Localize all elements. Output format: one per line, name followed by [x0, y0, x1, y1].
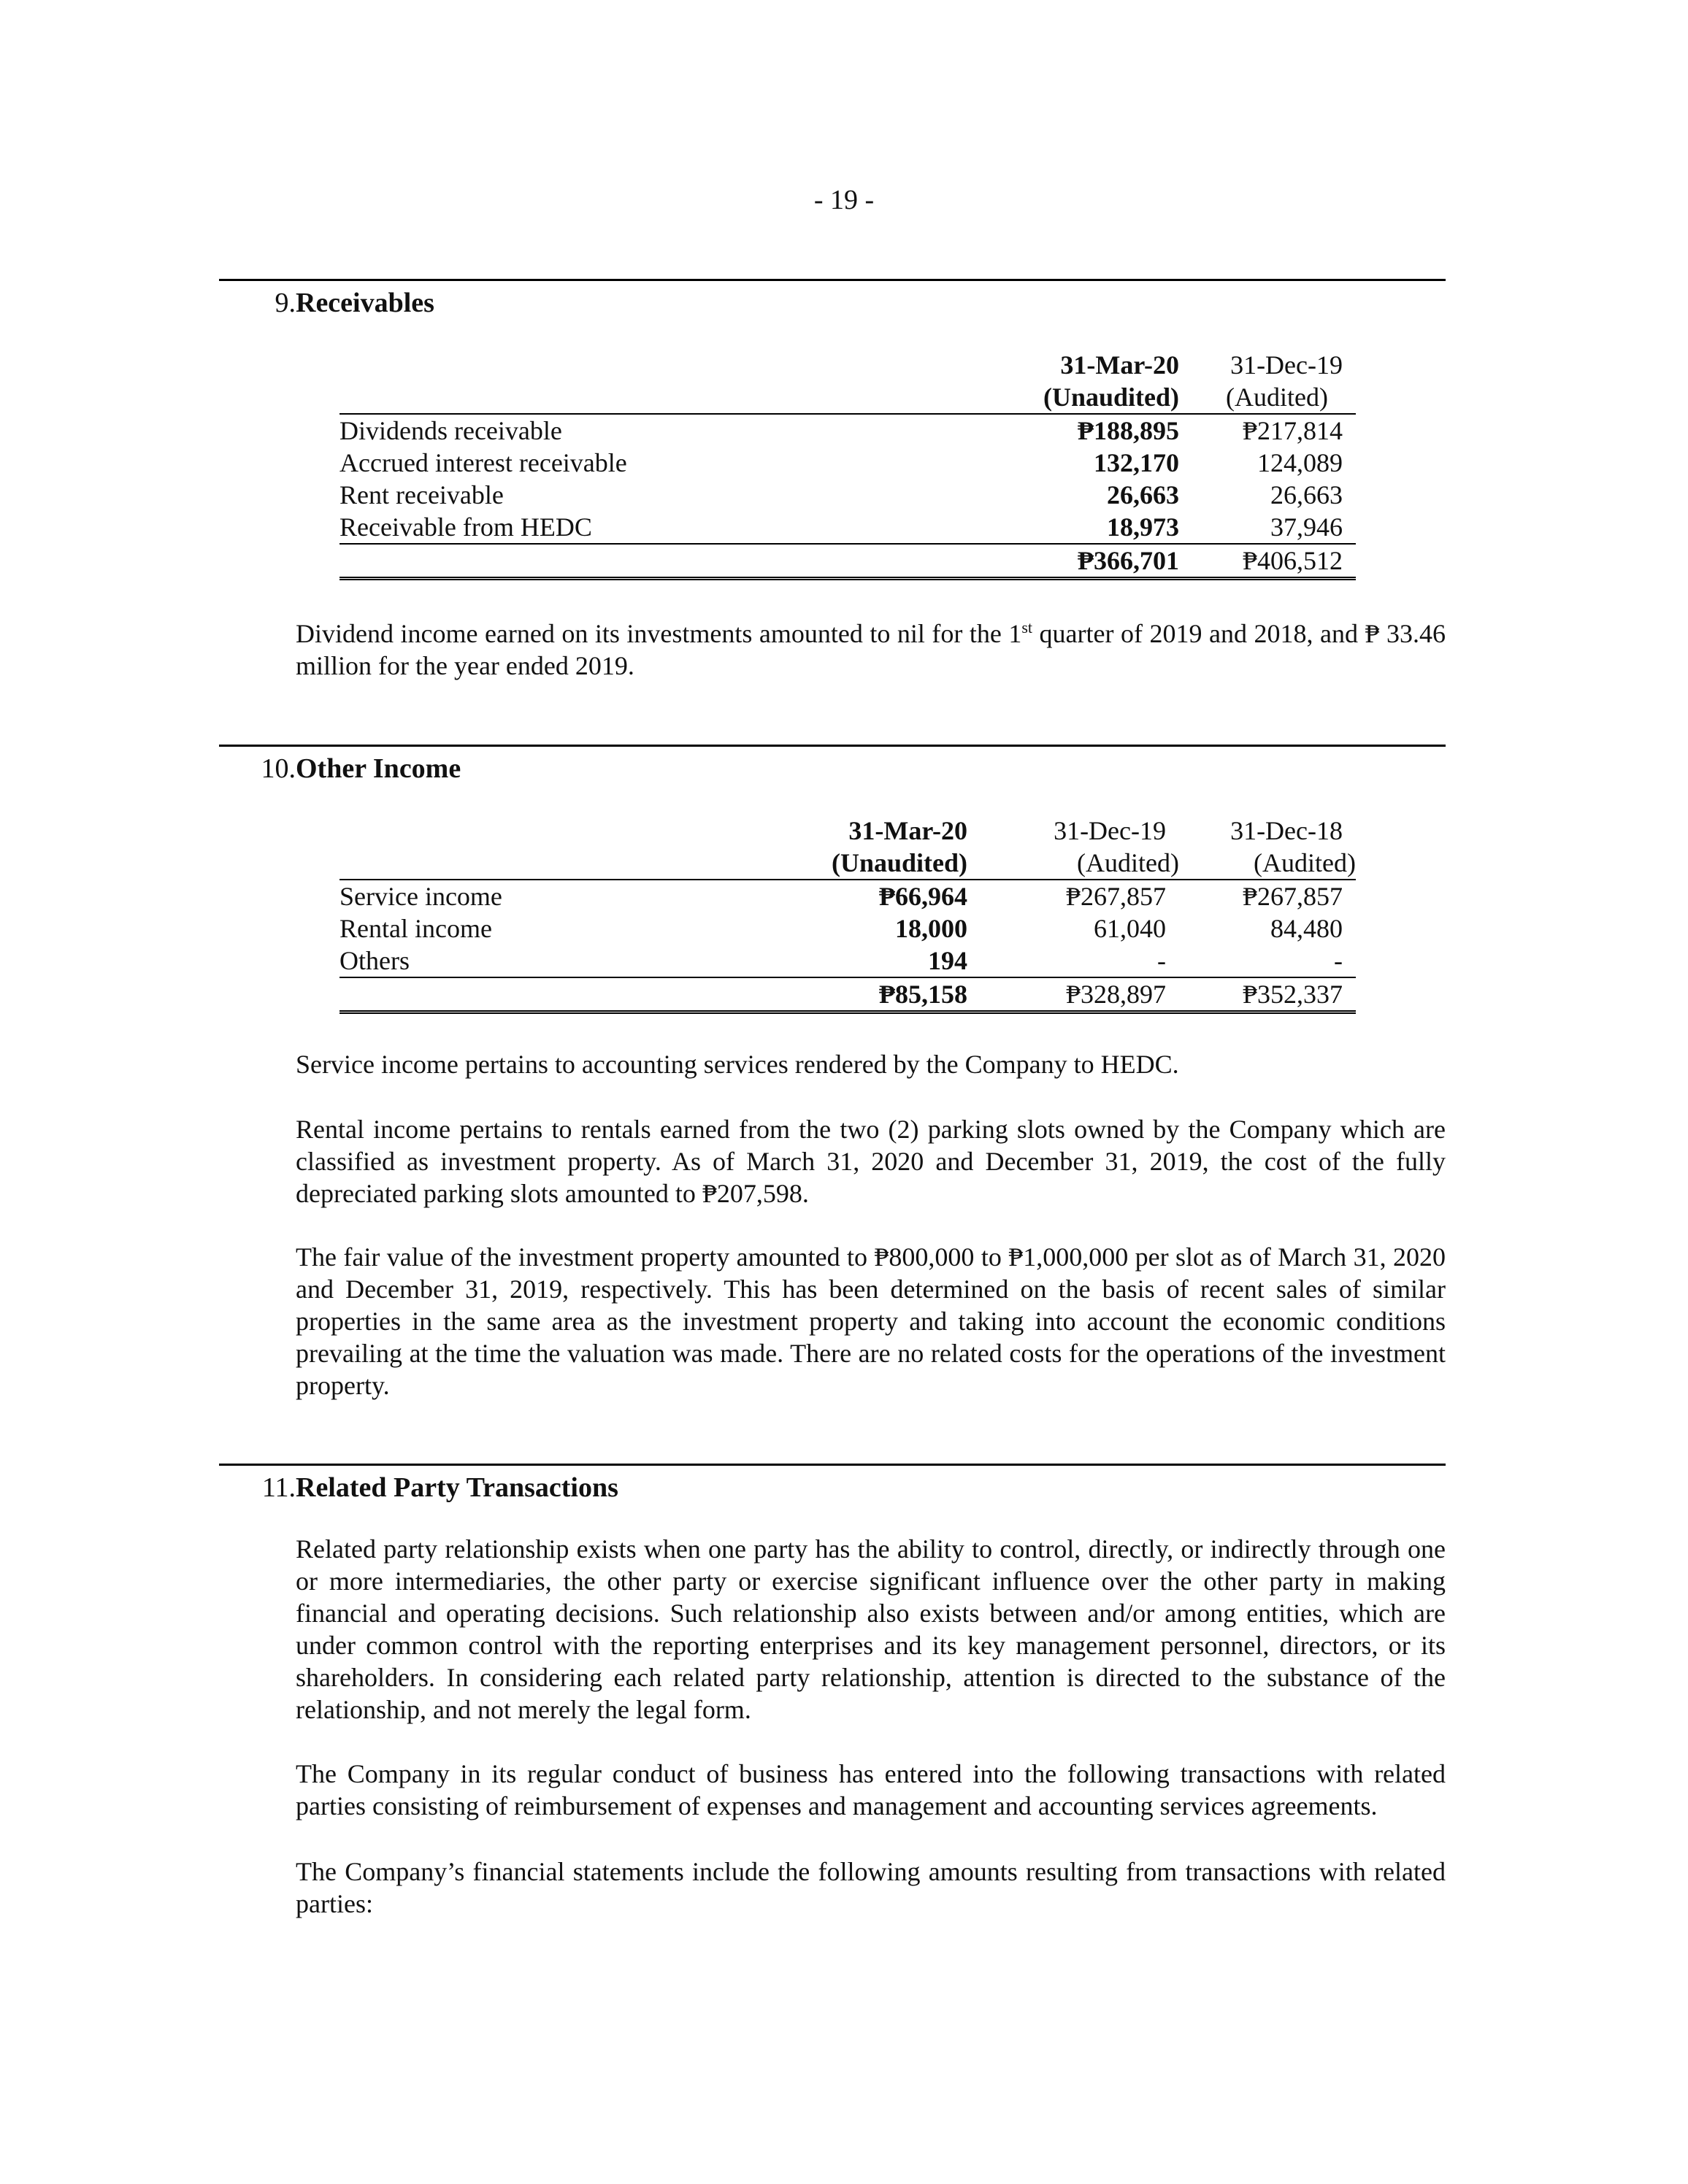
- cell-value: 18,000: [895, 914, 967, 943]
- cell-value: 18,973: [1107, 512, 1179, 542]
- cell-value: 26,663: [1270, 480, 1343, 510]
- cell-value: ₱267,857: [1242, 882, 1343, 911]
- table-row: [339, 479, 1356, 511]
- cell-value: ₱217,814: [1179, 414, 1356, 447]
- section-title: Related Party Transactions: [296, 1472, 618, 1503]
- row-label: Others: [339, 946, 410, 975]
- cell-value: 84,480: [1270, 914, 1343, 943]
- col-header: (Audited): [1179, 381, 1356, 414]
- paragraph: Related party relationship exists when one party has the ability to control, directly, or indirectly through one or more intermediaries, the other party or exercise significant influence over the other party in making financial and operating decisions. Such relationship also exists between and/or among entities, which are under common control with the reporting enterprises and its key management personnel, directors, or its shareholders. In considering each related party relationship, attention is directed to the substance of the relationship, and not merely the legal form.: [296, 1534, 1446, 1724]
- section-heading: [219, 753, 1446, 785]
- other-income-table: [339, 815, 1356, 1014]
- row-label: Rent receivable: [339, 480, 504, 510]
- cell-value: ₱66,964: [879, 882, 967, 911]
- receivables-table: [339, 349, 1356, 580]
- total-row: [339, 977, 1356, 1012]
- total-value: ₱328,897: [967, 977, 1179, 1012]
- col-header: (Audited): [1179, 847, 1356, 880]
- col-header: 31-Mar-20: [848, 816, 967, 845]
- col-header: (Audited): [967, 847, 1179, 880]
- section-divider: [219, 1464, 1446, 1466]
- col-header: (Unaudited): [785, 847, 967, 880]
- receivables-note: [296, 618, 1446, 682]
- section-number: 11.: [261, 1472, 296, 1503]
- cell-value: 132,170: [1094, 448, 1179, 477]
- row-label: Service income: [339, 882, 502, 911]
- row-label: Accrued interest receivable: [339, 448, 627, 477]
- row-label: Rental income: [339, 914, 492, 943]
- section-divider: [219, 279, 1446, 281]
- cell-value: ₱188,895: [997, 414, 1179, 447]
- col-header: 31-Dec-19: [1054, 816, 1166, 845]
- note-text: Dividend income earned on its investments amounted to nil for the 1: [296, 619, 1022, 648]
- cell-value: -: [1334, 946, 1343, 975]
- row-label: Receivable from HEDC: [339, 512, 592, 542]
- table-row: [339, 880, 1356, 912]
- section-number: 9.: [275, 288, 296, 318]
- section-heading: [219, 287, 1446, 319]
- total-row: [339, 544, 1356, 579]
- section-number: 10.: [261, 753, 296, 784]
- section-other-income: [219, 745, 1446, 785]
- cell-value: 124,089: [1257, 448, 1343, 477]
- section-title: Other Income: [296, 753, 461, 784]
- table-row: [339, 414, 1356, 447]
- section-related-party: [219, 1464, 1446, 1504]
- paragraph: The fair value of the investment property amounted to ₱800,000 to ₱1,000,000 per slot as of March 31, 2020 and December 31, 2019, respectively. This has been determined on the basis of recent sales of similar properties in the same area as the investment property and taking into account the economic conditions prevailing at the time the valuation was made. There are no related costs for the operations of the investment property.: [296, 1242, 1446, 1400]
- paragraph: The Company’s financial statements include the following amounts resulting from transactions with related parties:: [296, 1857, 1446, 1918]
- paragraph: The Company in its regular conduct of business has entered into the following transactions with related parties consisting of reimbursement of expenses and management and accounting services agreements.: [296, 1759, 1446, 1820]
- cell-value: 37,946: [1270, 512, 1343, 542]
- section-receivables: [219, 279, 1446, 319]
- table-row: [339, 447, 1356, 479]
- cell-value: 61,040: [1094, 914, 1166, 943]
- col-header: 31-Dec-18: [1230, 816, 1343, 845]
- paragraph: Rental income pertains to rentals earned from the two (2) parking slots owned by the Company which are classified as investment property. As of March 31, 2020 and December 31, 2019, the cost of the fully depreciated parking slots amounted to ₱207,598.: [296, 1115, 1446, 1208]
- col-header: (Unaudited): [997, 381, 1179, 414]
- note-text: quarter of 2019 and 2018, and ₱ 33.46 million for the year ended 2019.: [296, 619, 1446, 680]
- cell-value: 26,663: [1107, 480, 1179, 510]
- section-heading: [219, 1472, 1446, 1504]
- total-value: ₱366,701: [997, 544, 1179, 579]
- row-label: Dividends receivable: [339, 414, 997, 447]
- paragraph: Service income pertains to accounting services rendered by the Company to HEDC.: [296, 1050, 1179, 1079]
- table-row: [339, 912, 1356, 945]
- note-superscript: st: [1021, 618, 1033, 637]
- total-value: ₱352,337: [1179, 977, 1356, 1012]
- col-header: 31-Mar-20: [1060, 350, 1179, 380]
- col-header: 31-Dec-19: [1230, 350, 1343, 380]
- table-row: [339, 511, 1356, 544]
- section-divider: [219, 745, 1446, 747]
- cell-value: 194: [928, 946, 967, 975]
- table-row: [339, 945, 1356, 977]
- cell-value: -: [1157, 946, 1166, 975]
- total-value: ₱85,158: [785, 977, 967, 1012]
- section-title: Receivables: [296, 288, 434, 318]
- cell-value: ₱267,857: [1065, 882, 1166, 911]
- page-number: - 19 -: [813, 185, 875, 215]
- total-value: ₱406,512: [1179, 544, 1356, 579]
